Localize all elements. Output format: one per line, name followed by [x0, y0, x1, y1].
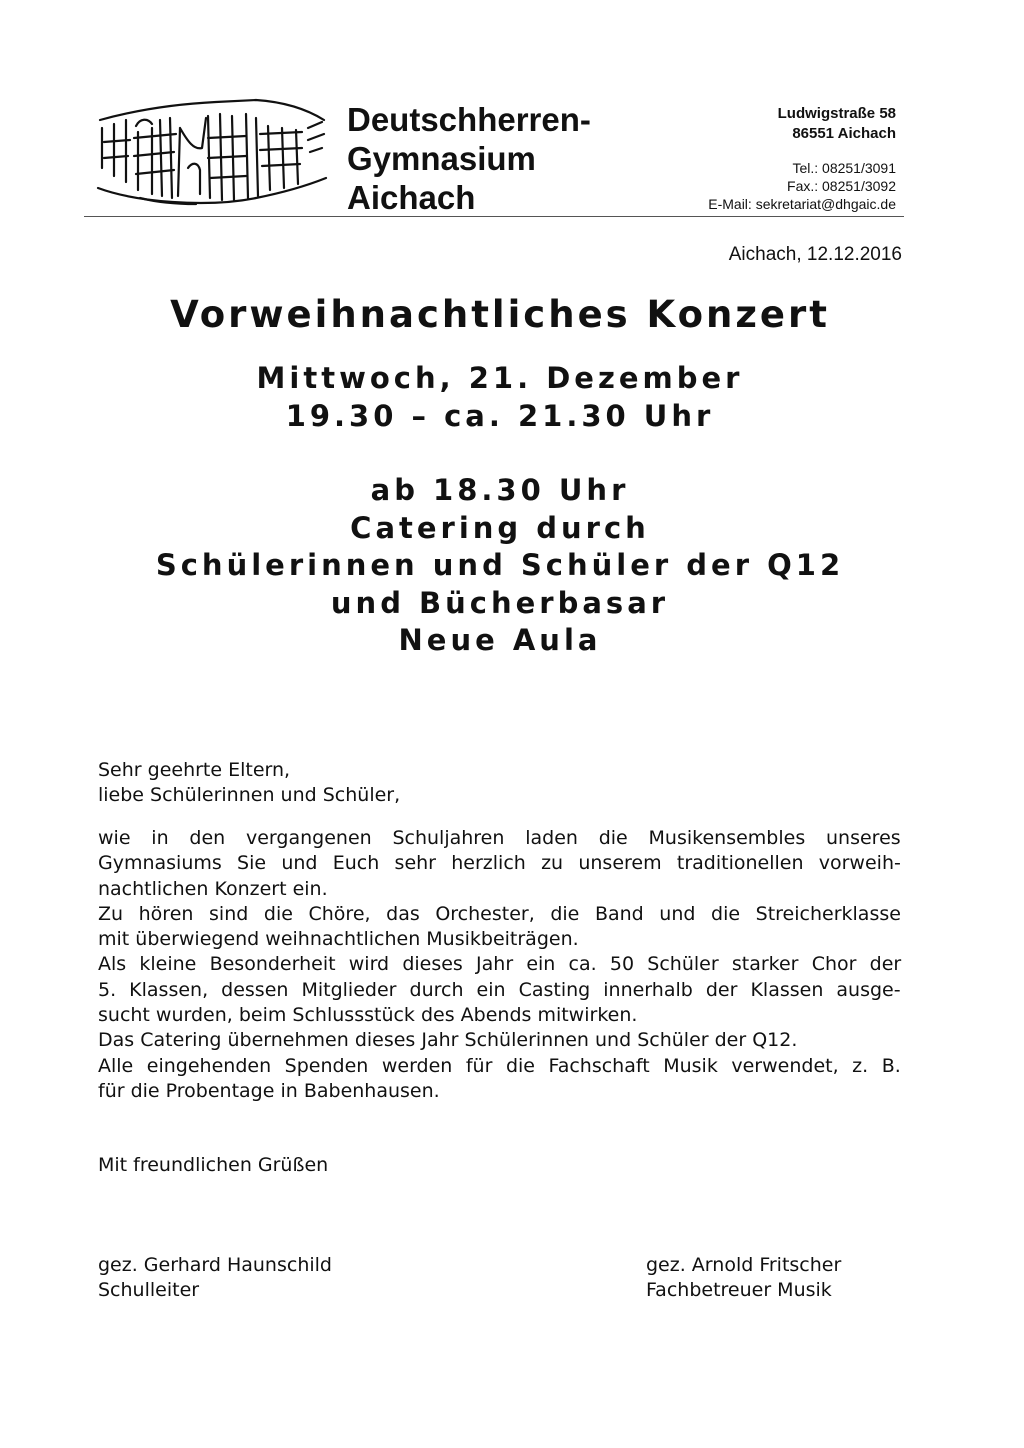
event-date-line: Mittwoch, 21. Dezember — [256, 361, 744, 395]
event-info-line: und Bücherbasar — [330, 585, 670, 620]
salutation — [98, 758, 901, 809]
event-date-block — [0, 360, 1000, 435]
phone-number: Tel.: 08251/3091 — [792, 160, 896, 176]
signature-role: Schulleiter — [98, 1279, 200, 1302]
paragraph-line: wie in den vergangenen Schuljahren laden die Musikensembles unseres — [98, 827, 901, 849]
signature-role: Fachbetreuer Musik — [646, 1279, 832, 1302]
paragraph-line: Zu hören sind die Chöre, das Orchester, die Band und die Streicherklasse — [98, 902, 901, 925]
address-street: Ludwigstraße 58 — [777, 105, 896, 122]
letter-date: Aichach, 12.12.2016 — [728, 244, 902, 265]
paragraph-line: Als kleine Besonderheit wird dieses Jahr ein ca. 50 Schüler starker Chor der — [98, 953, 902, 976]
paragraph-line: mit überwiegend weihnachtlichen Musikbeiträgen. — [98, 928, 579, 951]
signature-name: gez. Gerhard Haunschild — [98, 1254, 332, 1276]
signature-left — [98, 1253, 332, 1304]
letter-paragraph — [98, 826, 901, 1104]
school-name-line: Gymnasium — [347, 140, 536, 177]
event-title: Vorweihnachtliches Konzert — [170, 293, 830, 336]
signature-right — [646, 1253, 841, 1304]
event-info-line: Catering durch — [350, 510, 650, 545]
paragraph-line: für die Probentage in Babenhausen. — [98, 1079, 440, 1102]
school-name-line: Aichach — [347, 179, 476, 216]
letterhead-divider — [84, 216, 904, 217]
school-name — [347, 100, 591, 217]
salutation-line: liebe Schülerinnen und Schüler, — [98, 784, 401, 807]
fax-number: Fax.: 08251/3092 — [787, 178, 896, 194]
event-info-line: Neue Aula — [398, 623, 602, 657]
event-time-line: 19.30 – ca. 21.30 Uhr — [285, 398, 715, 433]
email-address: E-Mail: sekretariat@dhgaic.de — [708, 196, 896, 212]
paragraph-line: sucht wurden, beim Schlussstück des Abends mitwirken. — [98, 1004, 638, 1027]
school-building-sketch-icon — [96, 98, 328, 210]
closing: Mit freundlichen Grüßen — [98, 1154, 329, 1176]
signature-name: gez. Arnold Fritscher — [646, 1254, 842, 1276]
address-city: 86551 Aichach — [792, 125, 896, 142]
paragraph-line: Das Catering übernehmen dieses Jahr Schülerinnen und Schüler der Q12. — [98, 1029, 798, 1052]
paragraph-line: 5. Klassen, dessen Mitglieder durch ein Casting innerhalb der Klassen ausge- — [98, 978, 901, 1001]
school-name-line: Deutschherren- — [347, 101, 591, 138]
event-info-line: Schülerinnen und Schüler der Q12 — [155, 548, 845, 582]
paragraph-line: Gymnasiums Sie und Euch sehr herzlich zu unserem traditionellen vorweih- — [98, 852, 901, 875]
paragraph-line: Alle eingehenden Spenden werden für die Fachschaft Musik verwendet, z. B. — [98, 1054, 901, 1077]
event-info-block — [0, 472, 1000, 660]
contact-block — [708, 104, 896, 213]
paragraph-line: nachtlichen Konzert ein. — [98, 877, 328, 900]
salutation-line: Sehr geehrte Eltern, — [98, 759, 291, 781]
event-info-line: ab 18.30 Uhr — [370, 473, 630, 507]
